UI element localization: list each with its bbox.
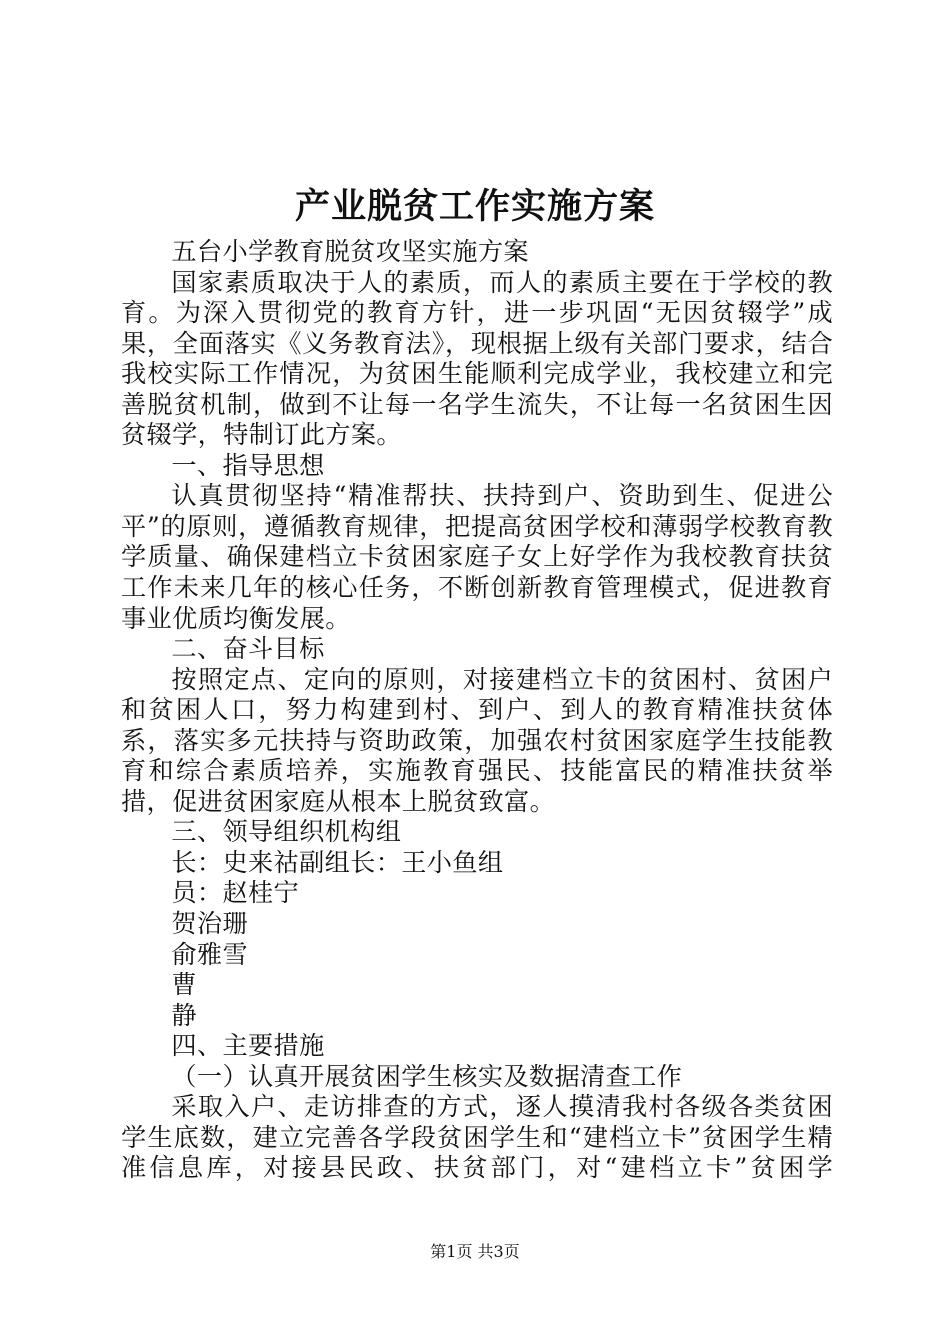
- leadership-member-3b: 静: [171, 1000, 197, 1030]
- leadership-line-members: 员：赵桂宁: [171, 878, 300, 908]
- section-heading-goals: 二、奋斗目标: [171, 634, 325, 664]
- paragraph-guiding-ideology: 认真贯彻坚持“精准帮扶、扶持到户、资助到生、促进公平”的原则，遵循教育规律，把提高贫困学校和薄弱学校教育教学质量、确保建档立卡贫困家庭子女上好学作为我校教育扶贫工作未来几年的核心任务，不断创新教育管理模式，促进教育事业优质均衡发展。: [121, 481, 833, 633]
- document-subtitle: 五台小学教育脱贫攻坚实施方案: [171, 237, 529, 266]
- document-title: 产业脱贫工作实施方案: [294, 186, 655, 227]
- paragraph-intro: 国家素质取决于人的素质，而人的素质主要在于学校的教育。为深入贯彻党的教育方针，进一步巩固“无因贫辍学”成果，全面落实《义务教育法》，现根据上级有关部门要求，结合我校实际工作情况，为贫困生能顺利完成学业，我校建立和完善脱贫机制，做到不让每一名学生流失，不让每一名贫困生因贫辍学，特制订此方案。: [121, 267, 833, 450]
- subsection-heading-verification: （一）认真开展贫困学生核实及数据清查工作: [171, 1061, 683, 1091]
- leadership-member-3a: 曹: [171, 970, 197, 1000]
- paragraph-goals: 按照定点、定向的原则，对接建档立卡的贫困村、贫困户和贫困人口，努力构建到村、到户、到人的教育精准扶贫体系，落实多元扶持与资助政策，加强农村贫困家庭学生技能教育和综合素质培养，实施教育强民、技能富民的精准扶贫举措，促进贫困家庭从根本上脱贫致富。: [121, 664, 833, 816]
- paragraph-verification: 采取入户、走访排查的方式，逐人摸清我村各级各类贫困学生底数，建立完善各学段贫困学生和“建档立卡”贫困学生精准信息库，对接县民政、扶贫部门，对“建档立卡”贫困学: [121, 1092, 833, 1183]
- leadership-member-1: 贺治珊: [171, 909, 249, 939]
- leadership-member-2: 俞雅雪: [171, 939, 249, 969]
- section-heading-measures: 四、主要措施: [171, 1031, 325, 1061]
- section-heading-guiding-ideology: 一、指导思想: [171, 450, 325, 480]
- page-footer: 第1页 共3页: [430, 1242, 520, 1261]
- document-body: [121, 237, 833, 1184]
- section-heading-leadership: 三、领导组织机构组: [171, 817, 402, 847]
- leadership-line-leader: 长：史来祜副组长：王小鱼组: [171, 847, 504, 877]
